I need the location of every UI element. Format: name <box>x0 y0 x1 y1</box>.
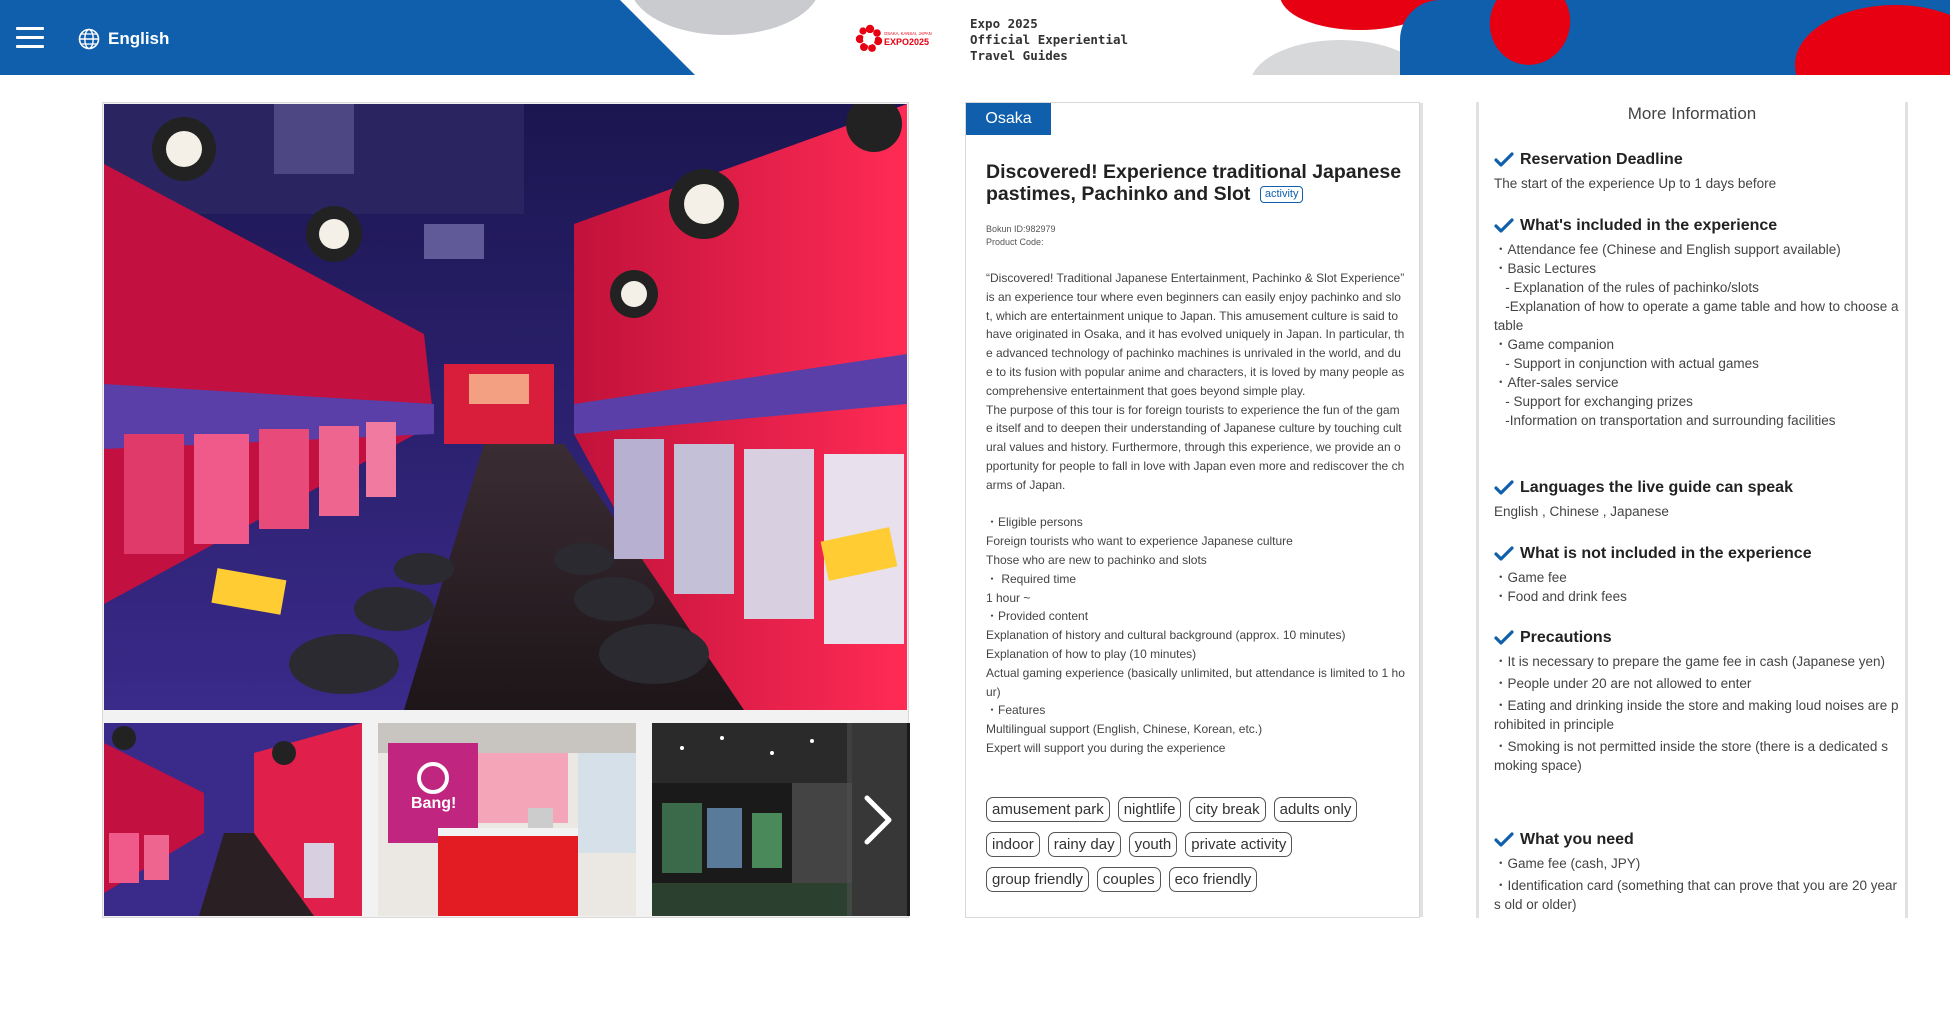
tag-amusement-park[interactable]: amusement park <box>986 797 1110 822</box>
tag-eco-friendly[interactable]: eco friendly <box>1169 867 1258 892</box>
section-line: ・Smoking is not permitted inside the store (there is a dedicated smoking space) <box>1494 739 1888 773</box>
tag-list <box>986 797 1406 902</box>
section-line: ・Game fee <box>1494 570 1567 585</box>
section-line: The start of the experience Up to 1 days before <box>1494 176 1777 191</box>
checkmark-icon <box>1494 218 1514 234</box>
brand-line: Official Experiential <box>970 32 1129 47</box>
description-line: Expert will support you during the experience <box>986 740 1226 755</box>
section-what-you-need <box>1494 830 1899 917</box>
expo-logo-mark-icon <box>855 22 937 56</box>
description-line: Explanation of how to play (10 minutes) <box>986 646 1197 661</box>
section-title: Reservation Deadline <box>1520 151 1683 168</box>
description-line: ・Provided content <box>986 609 1089 624</box>
description-line: Explanation of history and cultural background (approx. 10 minutes) <box>986 628 1346 643</box>
product-detail-card <box>965 102 1420 918</box>
checkmark-icon <box>1494 546 1514 562</box>
section-precautions <box>1494 628 1899 778</box>
brand-line: Travel Guides <box>970 48 1068 63</box>
tag-row <box>986 867 1406 892</box>
tag-rainy-day[interactable]: rainy day <box>1048 832 1121 857</box>
product-description <box>986 269 1406 758</box>
section-line: ・It is necessary to prepare the game fee in cash (Japanese yen) <box>1494 654 1885 669</box>
section-line: ・People under 20 are not allowed to enter <box>1494 676 1752 691</box>
section-line: - Explanation of the rules of pachinko/slots <box>1494 280 1759 295</box>
tag-youth[interactable]: youth <box>1129 832 1178 857</box>
section-line: -Explanation of how to operate a game table and how to choose a table <box>1494 299 1903 333</box>
description-paragraph: “Discovered! Traditional Japanese Entertainment, Pachinko & Slot Experience” is an experience tour where even beginners can easily enjoy pachinko and slot, which are entertainment unique to Japan. This amusement culture is said to have originated in Osaka, and it has evolved uniquely in Japan. In particular, the advanced technology of pachinko machines is unrivaled in the world, and due to its fusion with popular anime and characters, it is loved by many people as comprehensive entertainment that goes beyond simple play. <box>986 271 1405 398</box>
tag-city-break[interactable]: city break <box>1189 797 1265 822</box>
section-line: English , Chinese , Japanese <box>1494 504 1669 519</box>
header-decoration <box>630 0 820 35</box>
category-badge: activity <box>1260 186 1304 203</box>
section-whats-included <box>1494 216 1903 430</box>
tag-private-activity[interactable]: private activity <box>1185 832 1292 857</box>
photo-gallery <box>102 102 909 918</box>
description-line: ・Eligible persons <box>986 515 1083 530</box>
section-line: ・Food and drink fees <box>1494 589 1627 604</box>
description-paragraph: The purpose of this tour is for foreign tourists to experience the fun of the game itself and to deepen their understanding of Japanese culture by touching cultural values and history. Furthermore, through this experience, we provide an opportunity for people to fall in love with Japan even more and rediscover the charms of Japan. <box>986 402 1405 492</box>
tag-indoor[interactable]: indoor <box>986 832 1040 857</box>
checkmark-icon <box>1494 152 1514 168</box>
product-meta <box>986 223 1056 249</box>
description-line: Foreign tourists who want to experience Japanese culture <box>986 534 1293 549</box>
section-title: What's included in the experience <box>1520 217 1778 234</box>
section-line: ・Identification card (something that can prove that you are 20 years old or older) <box>1494 878 1897 912</box>
section-reservation-deadline <box>1494 150 1899 193</box>
brand-line: Expo 2025 <box>970 16 1038 31</box>
more-information-heading: More Information <box>1627 104 1757 123</box>
thumbnail-strip <box>104 723 907 916</box>
bokun-id: Bokun ID:982979 <box>986 224 1056 234</box>
tag-couples[interactable]: couples <box>1097 867 1161 892</box>
region-tag[interactable]: Osaka <box>966 103 1051 135</box>
description-line: ・ Required time <box>986 571 1077 586</box>
more-information-panel <box>1476 102 1908 918</box>
section-languages <box>1494 478 1899 521</box>
section-line: ・After-sales service <box>1494 375 1619 390</box>
logo-small-text: OSAKA, KANSAI, JAPAN <box>884 31 932 36</box>
section-line: - Support in conjunction with actual games <box>1494 356 1759 371</box>
hamburger-menu-icon[interactable] <box>16 27 44 49</box>
section-line: ・Game fee (cash, JPY) <box>1494 856 1641 871</box>
section-title: Languages the live guide can speak <box>1520 479 1793 496</box>
description-line: Actual gaming experience (basically unlimited, but attendance is limited to 1 hour) <box>986 665 1405 699</box>
thumbnail-2[interactable] <box>378 723 636 916</box>
checkmark-icon <box>1494 832 1514 848</box>
globe-icon <box>78 28 100 50</box>
section-title: Precautions <box>1520 629 1612 646</box>
gallery-next-button[interactable] <box>847 723 907 916</box>
description-line: 1 hour ~ <box>986 590 1031 605</box>
tag-group-friendly[interactable]: group friendly <box>986 867 1089 892</box>
section-line: ・Eating and drinking inside the store and making loud noises are prohibited in principle <box>1494 698 1899 732</box>
tag-nightlife[interactable]: nightlife <box>1118 797 1182 822</box>
expo2025-logo[interactable] <box>855 22 937 56</box>
product-title-text: Discovered! Experience traditional Japanese pastimes, Pachinko and Slot <box>986 161 1402 205</box>
main-photo[interactable] <box>104 104 907 710</box>
tag-row <box>986 797 1406 822</box>
section-line: -Information on transportation and surrounding facilities <box>1494 413 1836 428</box>
language-label: English <box>108 29 170 48</box>
section-not-included <box>1494 544 1899 606</box>
description-line <box>986 495 1406 514</box>
language-selector[interactable] <box>78 28 169 50</box>
logo-main-text: EXPO2025 <box>884 37 930 47</box>
section-title: What is not included in the experience <box>1520 545 1812 562</box>
description-line: Multilingual support (English, Chinese, Korean, etc.) <box>986 722 1263 737</box>
tag-adults-only[interactable]: adults only <box>1274 797 1358 822</box>
product-title <box>986 161 1406 205</box>
chevron-right-icon <box>862 795 892 845</box>
section-line: ・Basic Lectures <box>1494 261 1597 276</box>
product-code: Product Code: <box>986 237 1044 247</box>
svg-text:Bang!: Bang! <box>411 795 457 812</box>
thumbnail-1[interactable] <box>104 723 362 916</box>
section-line: ・Attendance fee (Chinese and English support available) <box>1494 242 1841 257</box>
section-line: ・Game companion <box>1494 337 1615 352</box>
site-header <box>0 0 1950 75</box>
pachinko-hall-photo <box>104 104 907 710</box>
section-title: What you need <box>1520 831 1634 848</box>
tag-row <box>986 832 1406 857</box>
description-line: Those who are new to pachinko and slots <box>986 552 1207 567</box>
checkmark-icon <box>1494 480 1514 496</box>
section-line: - Support for exchanging prizes <box>1494 394 1693 409</box>
checkmark-icon <box>1494 630 1514 646</box>
brand-title <box>970 16 1128 64</box>
description-line: ・Features <box>986 703 1046 718</box>
